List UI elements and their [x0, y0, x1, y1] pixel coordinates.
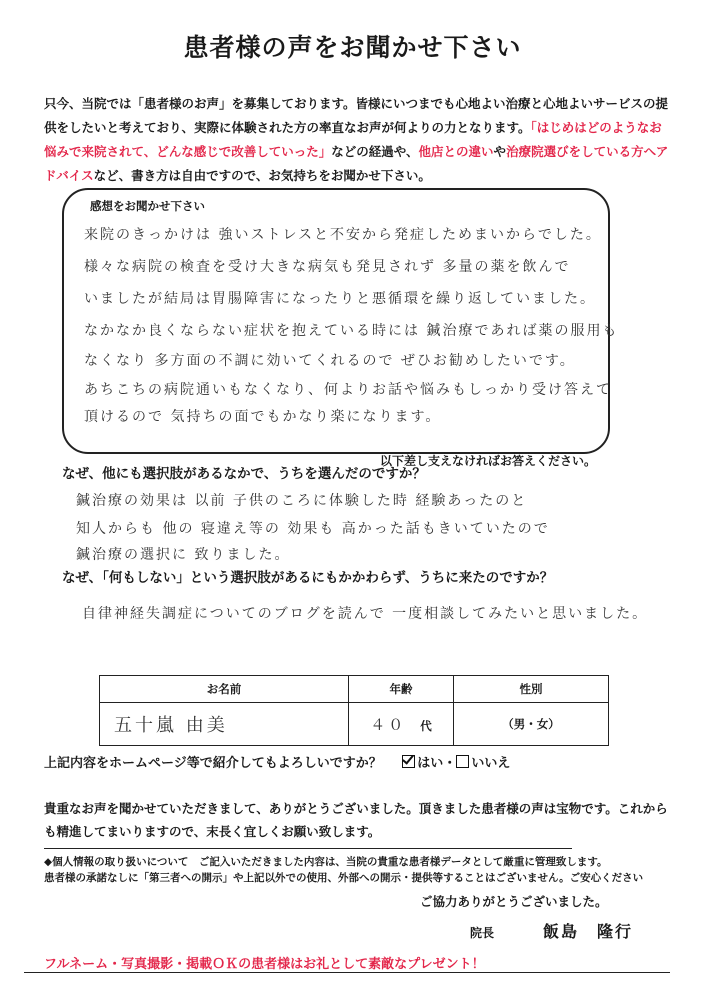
promo-banner: フルネーム・写真撮影・掲載ＯＫの患者様はお礼として素敵なプレゼント！: [44, 957, 485, 972]
question-1: なぜ、他にも選択肢があるなかで、うちを選んだのですか？: [62, 466, 426, 482]
consent-no-label: いいえ: [471, 756, 511, 771]
consent-yes-label: はい: [417, 756, 444, 771]
intro-text-1: 只今、当院では「患者様のお声」を募集しております。皆様にいつまでも心地よい治療と心地よいサービスの提供をしたいと考えており、実際に体験された方の率直なお声が何よりの力となります。: [44, 96, 669, 135]
patient-info-table: [99, 675, 609, 746]
consent-row: [44, 752, 510, 771]
consent-separator: ・: [443, 756, 457, 771]
consent-options: [402, 756, 510, 771]
impression-line: 来院のきっかけは 強いストレスと不安から発症しためまいからでした。: [84, 227, 602, 243]
intro-text-2: などの経過や、: [331, 144, 419, 159]
gender-value: （男・女）: [502, 717, 560, 731]
optional-note: 以下差し支えなければお答えください。: [380, 454, 597, 468]
age-value: ４０: [370, 715, 407, 734]
privacy-line-2: 患者様の承諾なしに「第三者への開示」や上記以外での使用、外部への開示・提供等することはございません。ご安心ください: [44, 872, 644, 884]
consent-yes-checkbox[interactable]: [402, 755, 415, 768]
impression-line: なくなり 多方面の不調に効いてくれるので ぜひお勧めしたいです。: [84, 353, 576, 369]
promo-divider: [24, 972, 670, 973]
director-title: 院長: [470, 926, 495, 940]
intro-highlight-3: 治療院選びをしている方へアドバイス: [44, 144, 669, 183]
impression-line: 様々な病院の検査を受け大きな病気も発見されず 多量の薬を飲んで: [84, 259, 571, 275]
age-suffix: 代: [420, 718, 432, 733]
impression-line: なかなか良くならない症状を抱えている時には 鍼治療であれば薬の服用も: [84, 323, 619, 339]
privacy-notice: [44, 854, 644, 886]
answer-1-line: 知人からも 他の 寝違え等の 効果も 高かった話もきいていたので: [76, 521, 550, 537]
privacy-line-1: ◆個人情報の取り扱いについて ご記入いただきました内容は、当院の貴重な患者様データとして厳重に管理致します。: [44, 856, 608, 868]
gender-cell: [454, 703, 609, 746]
table-value-row: [100, 703, 609, 746]
page-title: 患者様の声をお聞かせ下さい: [183, 33, 522, 62]
intro-text-3: や: [493, 144, 507, 159]
age-cell: [349, 703, 454, 746]
answer-1-line: 鍼治療の効果は 以前 子供のころに体験した時 経験あったのと: [76, 493, 528, 509]
gender-header: 性別: [454, 676, 609, 703]
table-header-row: [100, 676, 609, 703]
closing-thanks: ご協力ありがとうございました。: [420, 894, 608, 909]
divider: [44, 848, 572, 850]
answer-2-line: 自律神経失調症についてのブログを読んで 一度相談してみたいと思いました。: [82, 606, 649, 622]
intro-highlight-2: 他店との違い: [418, 144, 494, 159]
director-name: 飯島 隆行: [543, 922, 634, 941]
impressions-label: 感想をお聞かせ下さい: [90, 199, 205, 213]
thanks-paragraph: 貴重なお声を聞かせていただきまして、ありがとうございました。頂きました患者様の声は宝物です。これからも精進してまいりますので、末長く宜しくお願い致します。: [44, 801, 668, 839]
answer-1-line: 鍼治療の選択に 致りました。: [76, 547, 291, 563]
impression-line: あちこちの病院通いもなくなり、何よりお話や悩みもしっかり受け答えて: [84, 382, 612, 398]
question-2: なぜ、「何もしない」という選択肢があるにもかかわらず、うちに来たのですか？: [62, 570, 554, 586]
name-header: お名前: [100, 676, 349, 703]
consent-no-checkbox[interactable]: [456, 755, 469, 768]
consent-question: 上記内容をホームページ等で紹介してもよろしいですか？: [44, 756, 382, 771]
patient-name: 五十嵐 由美: [114, 715, 228, 736]
impression-line: 頂けるので 気持ちの面でもかなり楽になります。: [84, 409, 442, 425]
name-cell: [100, 703, 349, 746]
intro-paragraph: [44, 92, 674, 188]
intro-text-4: など、書き方は自由ですので、お気持ちをお聞かせ下さい。: [93, 168, 431, 183]
intro-highlight-1: 「はじめはどのようなお悩みで来院されて、どんな感じで改善していった」: [44, 120, 662, 159]
age-header: 年齢: [349, 676, 454, 703]
impression-line: いましたが結局は胃腸障害になったりと悪循環を繰り返していました。: [84, 291, 596, 307]
